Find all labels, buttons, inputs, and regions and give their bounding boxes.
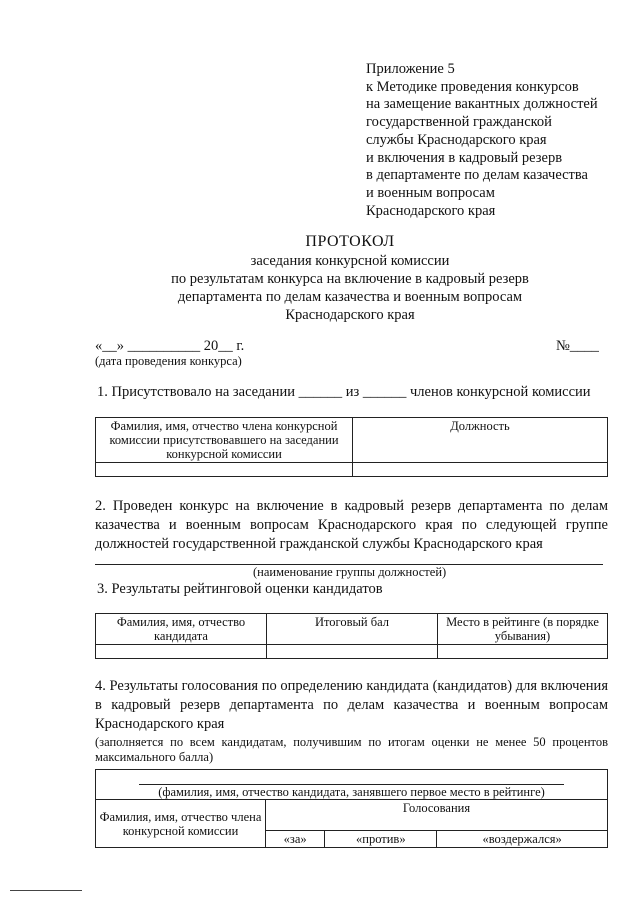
rating-cell	[96, 645, 267, 659]
rating-header-score: Итоговый бал	[267, 614, 438, 645]
vote-for-header: «за»	[266, 831, 325, 848]
title-line: департамента по делам казачества и военным вопросам	[177, 289, 523, 305]
title-line: заседания конкурсной комиссии	[250, 253, 450, 269]
attendance-table	[95, 417, 608, 477]
date-caption: (дата проведения конкурса)	[95, 354, 242, 368]
attendance-header-position: Должность	[353, 418, 608, 463]
attendance-cell	[96, 463, 353, 477]
voting-table	[95, 769, 608, 848]
section2-text: 2. Проведен конкурс на включение в кадровый резерв департамента по делам казачества и военным вопросам Краснодарского края по следующей группе должностей государственной гражданской службы Краснодарского края	[95, 498, 608, 552]
voting-header: Голосования	[266, 800, 608, 831]
candidate-cell	[96, 770, 608, 800]
document-title: ПРОТОКОЛ	[305, 233, 395, 250]
attendance-header-name: Фамилия, имя, отчество члена конкурсной комиссии присутствовавшего на заседании конкурсной комиссии	[96, 418, 353, 463]
document-title-block	[0, 233, 640, 324]
attendance-cell	[353, 463, 608, 477]
title-line: Краснодарского края	[285, 307, 415, 323]
section1-text: 1. Присутствовало на заседании ______ из ______ членов конкурсной комиссии	[97, 384, 591, 400]
appendix-block	[366, 61, 598, 220]
rating-cell	[438, 645, 608, 659]
appendix-line: на замещение вакантных должностей	[366, 96, 598, 113]
appendix-line: Краснодарского края	[366, 202, 496, 219]
section4-note: (заполняется по всем кандидатам, получившим по итогам оценки не менее 50 процентов максимального балла)	[95, 735, 608, 764]
rating-header-name: Фамилия, имя, отчество кандидата	[96, 614, 267, 645]
appendix-line: и военным вопросам	[366, 184, 495, 201]
rating-table	[95, 613, 608, 659]
section4-text: 4. Результаты голосования по определению кандидата (кандидатов) для включения в кадровый резерв департамента по делам казачества и военным вопросам Краснодарского края	[95, 678, 608, 732]
rating-cell	[267, 645, 438, 659]
voting-header-member: Фамилия, имя, отчество члена конкурсной комиссии	[96, 800, 266, 848]
title-line: по результатам конкурса на включение в кадровый резерв	[171, 271, 529, 287]
appendix-line: и включения в кадровый резерв	[366, 149, 563, 166]
candidate-caption: (фамилия, имя, отчество кандидата, занявшего первое место в рейтинге)	[158, 785, 545, 799]
candidate-name-line	[139, 772, 564, 785]
protocol-number: №____	[556, 338, 599, 354]
appendix-line: службы Краснодарского края	[366, 131, 547, 148]
date-field: «__» __________ 20__ г.	[95, 338, 245, 354]
section3-text: 3. Результаты рейтинговой оценки кандидатов	[97, 581, 383, 597]
appendix-line: государственной гражданской	[366, 114, 552, 131]
appendix-line: Приложение 5	[366, 61, 455, 77]
vote-against-header: «против»	[325, 831, 437, 848]
group-name-caption: (наименование группы должностей)	[253, 565, 447, 579]
appendix-line: в департаменте по делам казачества	[366, 167, 588, 184]
appendix-line: к Методике проведения конкурсов	[366, 78, 579, 95]
vote-abstain-header: «воздержался»	[437, 831, 608, 848]
rating-header-place: Место в рейтинге (в порядке убывания)	[438, 614, 608, 645]
footnote-separator	[10, 890, 82, 891]
